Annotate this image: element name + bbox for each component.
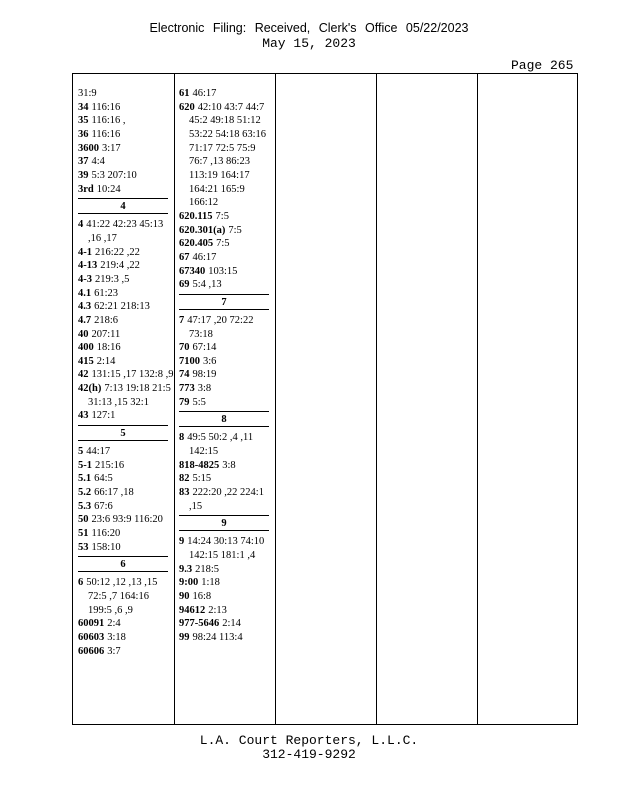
index-page-line-refs: 218:5 (195, 563, 220, 575)
index-term: 67 (179, 251, 190, 263)
column-divider (275, 74, 276, 724)
index-page-line-refs: 3:17 (102, 142, 121, 154)
index-page-line-refs: 207:11 (91, 328, 121, 340)
index-entry (78, 142, 174, 156)
index-page-line-refs: 103:15 (208, 265, 238, 277)
index-term: 43 (78, 410, 89, 422)
index-term: 7 (179, 314, 185, 326)
index-page-line-refs: 10:24 (96, 183, 121, 195)
index-term: 67340 (179, 265, 206, 277)
index-page-line-refs: 67:14 (192, 342, 217, 354)
index-term: 4.7 (78, 314, 92, 326)
index-entry (179, 265, 275, 279)
index-term: 42(h) (78, 383, 102, 395)
index-entry (78, 87, 174, 101)
index-entry (179, 563, 275, 577)
index-page-line-refs: 2:13 (208, 604, 227, 616)
index-term: 35 (78, 115, 89, 127)
index-page-line-refs: 116:20 (91, 528, 121, 540)
index-entry (78, 155, 174, 169)
index-page-line-refs: 64:5 (94, 473, 113, 485)
index-term: 37 (78, 156, 89, 168)
index-term: 7100 (179, 355, 200, 367)
index-page-line-refs: 66:17 ,18 (94, 487, 134, 499)
index-term: 620.115 (179, 210, 213, 222)
index-entry (179, 617, 275, 631)
index-term: 3600 (78, 142, 99, 154)
index-term: 79 (179, 396, 190, 408)
index-column-1 (78, 87, 174, 658)
index-entry (179, 576, 275, 590)
index-page-line-refs: 3:8 (222, 459, 236, 471)
index-entry (78, 445, 174, 459)
index-term: 4-3 (78, 273, 92, 285)
index-page-line-refs: 127:1 (91, 410, 116, 422)
index-entry (179, 314, 275, 341)
index-page-line-refs: 98:19 (192, 369, 217, 381)
index-entry (78, 500, 174, 514)
index-page-line-refs: 3:8 (197, 383, 212, 395)
index-page-line-refs: 219:3 ,5 (95, 273, 130, 285)
index-term: 818-4825 (179, 459, 220, 471)
index-entry (78, 341, 174, 355)
index-entry (179, 431, 275, 458)
index-page-line-refs: 18:16 (96, 342, 121, 354)
index-term: 415 (78, 355, 94, 367)
index-term: 620.301(a) (179, 224, 226, 236)
index-entry (78, 169, 174, 183)
index-term: 773 (179, 383, 195, 395)
index-term: 6 (78, 577, 84, 589)
index-page-line-refs: 16:8 (192, 591, 212, 602)
index-entry (78, 128, 174, 142)
index-section-heading: 6 (78, 556, 168, 572)
index-term: 34 (78, 101, 89, 113)
index-entry (78, 409, 174, 423)
index-page-line-refs: 5:3 207:10 (91, 169, 137, 181)
index-term: 5 (78, 446, 84, 458)
index-entry (179, 341, 275, 355)
index-term: 69 (179, 279, 190, 291)
word-index-frame (72, 73, 578, 725)
index-page-line-refs: 2:14 (96, 355, 116, 367)
index-term: 70 (179, 342, 190, 354)
page-number: Page 265 (511, 58, 574, 73)
index-page-line-refs: 5:4 ,13 (192, 279, 222, 291)
index-term: 4.1 (78, 287, 92, 299)
index-page-line-refs: 49:5 50:2 ,4 ,11 142:15 (187, 432, 254, 458)
index-term: 82 (179, 473, 190, 485)
index-term: 74 (179, 369, 190, 381)
index-entry (78, 246, 174, 260)
index-entry (179, 535, 275, 562)
index-term: 4-1 (78, 246, 92, 258)
index-entry (179, 355, 275, 369)
index-entry (78, 472, 174, 486)
index-term: 83 (179, 487, 190, 499)
index-term: 60091 (78, 618, 105, 630)
index-entry (78, 183, 174, 197)
index-term: 40 (78, 328, 89, 340)
index-page-line-refs: 14:24 30:13 74:10 142:15 181:1 ,4 (187, 536, 265, 562)
index-entry (179, 486, 275, 513)
index-term: 99 (179, 631, 190, 643)
index-term: 36 (78, 128, 89, 140)
index-entry (179, 368, 275, 382)
index-page-line-refs: 61:23 (94, 287, 119, 299)
index-page-line-refs: 47:17 ,20 72:22 73:18 (187, 314, 254, 340)
index-page-line-refs: 7:5 (228, 224, 242, 236)
index-term: 400 (78, 342, 94, 354)
index-term: 5-1 (78, 459, 92, 471)
index-entry (179, 459, 275, 473)
index-entry (78, 218, 174, 245)
index-entry (78, 314, 174, 328)
index-entry (179, 251, 275, 265)
index-entry (78, 486, 174, 500)
index-page-line-refs: 42:10 43:7 44:7 45:2 49:18 51:12 53:22 54:18 63:16 71:17 72:5 75:9 76:7 ,13 86:23 113:19 164:17 164:21 165:9 166:12 (189, 101, 267, 209)
index-page-line-refs: 116:16 (91, 128, 121, 140)
index-page-line-refs: 67:6 (94, 500, 113, 512)
index-entry (78, 300, 174, 314)
document-date: May 15, 2023 (262, 36, 356, 51)
index-entry (179, 101, 275, 210)
index-entry (179, 590, 275, 604)
index-entry (78, 513, 174, 527)
index-page-line-refs: 222:20 ,22 224:1 ,15 (189, 487, 264, 512)
index-section-heading: 4 (78, 198, 168, 214)
index-entry (78, 355, 174, 369)
index-entry (78, 328, 174, 342)
index-term: 3rd (78, 183, 94, 195)
index-page-line-refs: 46:17 (192, 88, 217, 99)
index-entry (78, 527, 174, 541)
index-entry (179, 237, 275, 251)
index-entry (179, 278, 275, 292)
index-term: 4-13 (78, 260, 98, 272)
reporter-phone: 312-419-9292 (262, 747, 356, 762)
index-entry (179, 604, 275, 618)
index-page-line-refs: 31:9 (78, 88, 97, 99)
index-page-line-refs: 3:18 (107, 631, 126, 643)
index-term: 5.1 (78, 473, 92, 485)
index-page-line-refs: 7:13 19:18 21:5 31:13 ,15 32:1 (88, 383, 171, 408)
index-page-line-refs: 46:17 (192, 251, 217, 263)
index-term: 94612 (179, 604, 206, 616)
index-page-line-refs: 4:4 (91, 156, 105, 168)
index-entry (78, 101, 174, 115)
index-term: 60603 (78, 631, 105, 643)
index-entry (78, 259, 174, 273)
index-section-heading: 5 (78, 425, 168, 441)
index-page-line-refs: 41:22 42:23 45:13 ,16 ,17 (86, 219, 164, 244)
index-entry (179, 210, 275, 224)
index-entry (78, 368, 174, 382)
column-divider (477, 74, 478, 724)
index-page-line-refs: 2:14 (222, 618, 241, 630)
index-page-line-refs: 7:5 (215, 210, 229, 222)
index-term: 620 (179, 101, 195, 113)
index-term: 51 (78, 528, 89, 540)
index-section-heading: 9 (179, 515, 269, 531)
index-entry (179, 224, 275, 238)
index-page-line-refs: 5:15 (192, 473, 212, 485)
index-entry (78, 287, 174, 301)
index-page-line-refs: 3:6 (203, 355, 217, 367)
reporter-name: L.A. Court Reporters, L.L.C. (199, 733, 419, 748)
index-entry (78, 114, 174, 128)
index-term: 90 (179, 591, 190, 602)
index-page-line-refs: 218:6 (94, 314, 119, 326)
filing-stamp: Electronic Filing: Received, Clerk's Office 05/22/2023 (149, 21, 469, 35)
index-term: 9 (179, 536, 185, 548)
index-page-line-refs: 116:16 , (91, 115, 126, 127)
index-page-line-refs: 50:12 ,12 ,13 ,15 72:5 ,7 164:16 199:5 ,6 ,9 (86, 577, 158, 616)
index-page-line-refs: 44:17 (86, 446, 111, 458)
index-entry (78, 645, 174, 659)
index-term: 620.405 (179, 238, 214, 250)
index-page-line-refs: 219:4 ,22 (100, 260, 140, 272)
index-section-heading: 8 (179, 411, 269, 427)
index-term: 39 (78, 169, 89, 181)
index-page-line-refs: 5:5 (192, 396, 206, 408)
index-entry (179, 631, 275, 645)
index-term: 9.3 (179, 563, 193, 575)
index-section-heading: 7 (179, 294, 269, 310)
index-term: 50 (78, 514, 89, 526)
index-term: 977-5646 (179, 618, 220, 630)
index-page-line-refs: 131:15 ,17 132:8 ,9 (91, 369, 174, 381)
index-entry (179, 472, 275, 486)
index-page-line-refs: 62:21 218:13 (94, 301, 150, 313)
index-entry (179, 382, 275, 396)
index-entry (179, 396, 275, 410)
index-entry (78, 459, 174, 473)
index-entry (78, 273, 174, 287)
index-entry (78, 382, 174, 409)
index-page-line-refs: 7:5 (216, 238, 230, 250)
index-page-line-refs: 216:22 ,22 (95, 246, 140, 258)
index-entry (78, 631, 174, 645)
index-term: 8 (179, 432, 185, 444)
index-entry (78, 617, 174, 631)
index-page-line-refs: 23:6 93:9 116:20 (91, 514, 163, 526)
index-page-line-refs: 1:18 (201, 577, 220, 589)
index-page-line-refs: 98:24 113:4 (192, 631, 243, 643)
index-term: 4 (78, 219, 84, 231)
index-term: 42 (78, 369, 89, 381)
index-term: 5.3 (78, 500, 92, 512)
index-page-line-refs: 215:16 (95, 459, 125, 471)
index-entry (78, 576, 174, 617)
index-term: 9:00 (179, 577, 199, 589)
column-divider (174, 74, 175, 724)
index-column-2 (179, 87, 275, 645)
index-entry (78, 541, 174, 555)
index-term: 5.2 (78, 487, 92, 499)
index-page-line-refs: 158:10 (91, 541, 121, 553)
index-page-line-refs: 3:7 (107, 645, 121, 657)
index-term: 61 (179, 88, 190, 99)
index-page-line-refs: 116:16 (91, 101, 121, 113)
index-term: 60606 (78, 645, 105, 657)
column-divider (376, 74, 377, 724)
index-entry (179, 87, 275, 101)
index-page-line-refs: 2:4 (107, 618, 121, 630)
index-term: 53 (78, 541, 89, 553)
index-term: 4.3 (78, 301, 92, 313)
